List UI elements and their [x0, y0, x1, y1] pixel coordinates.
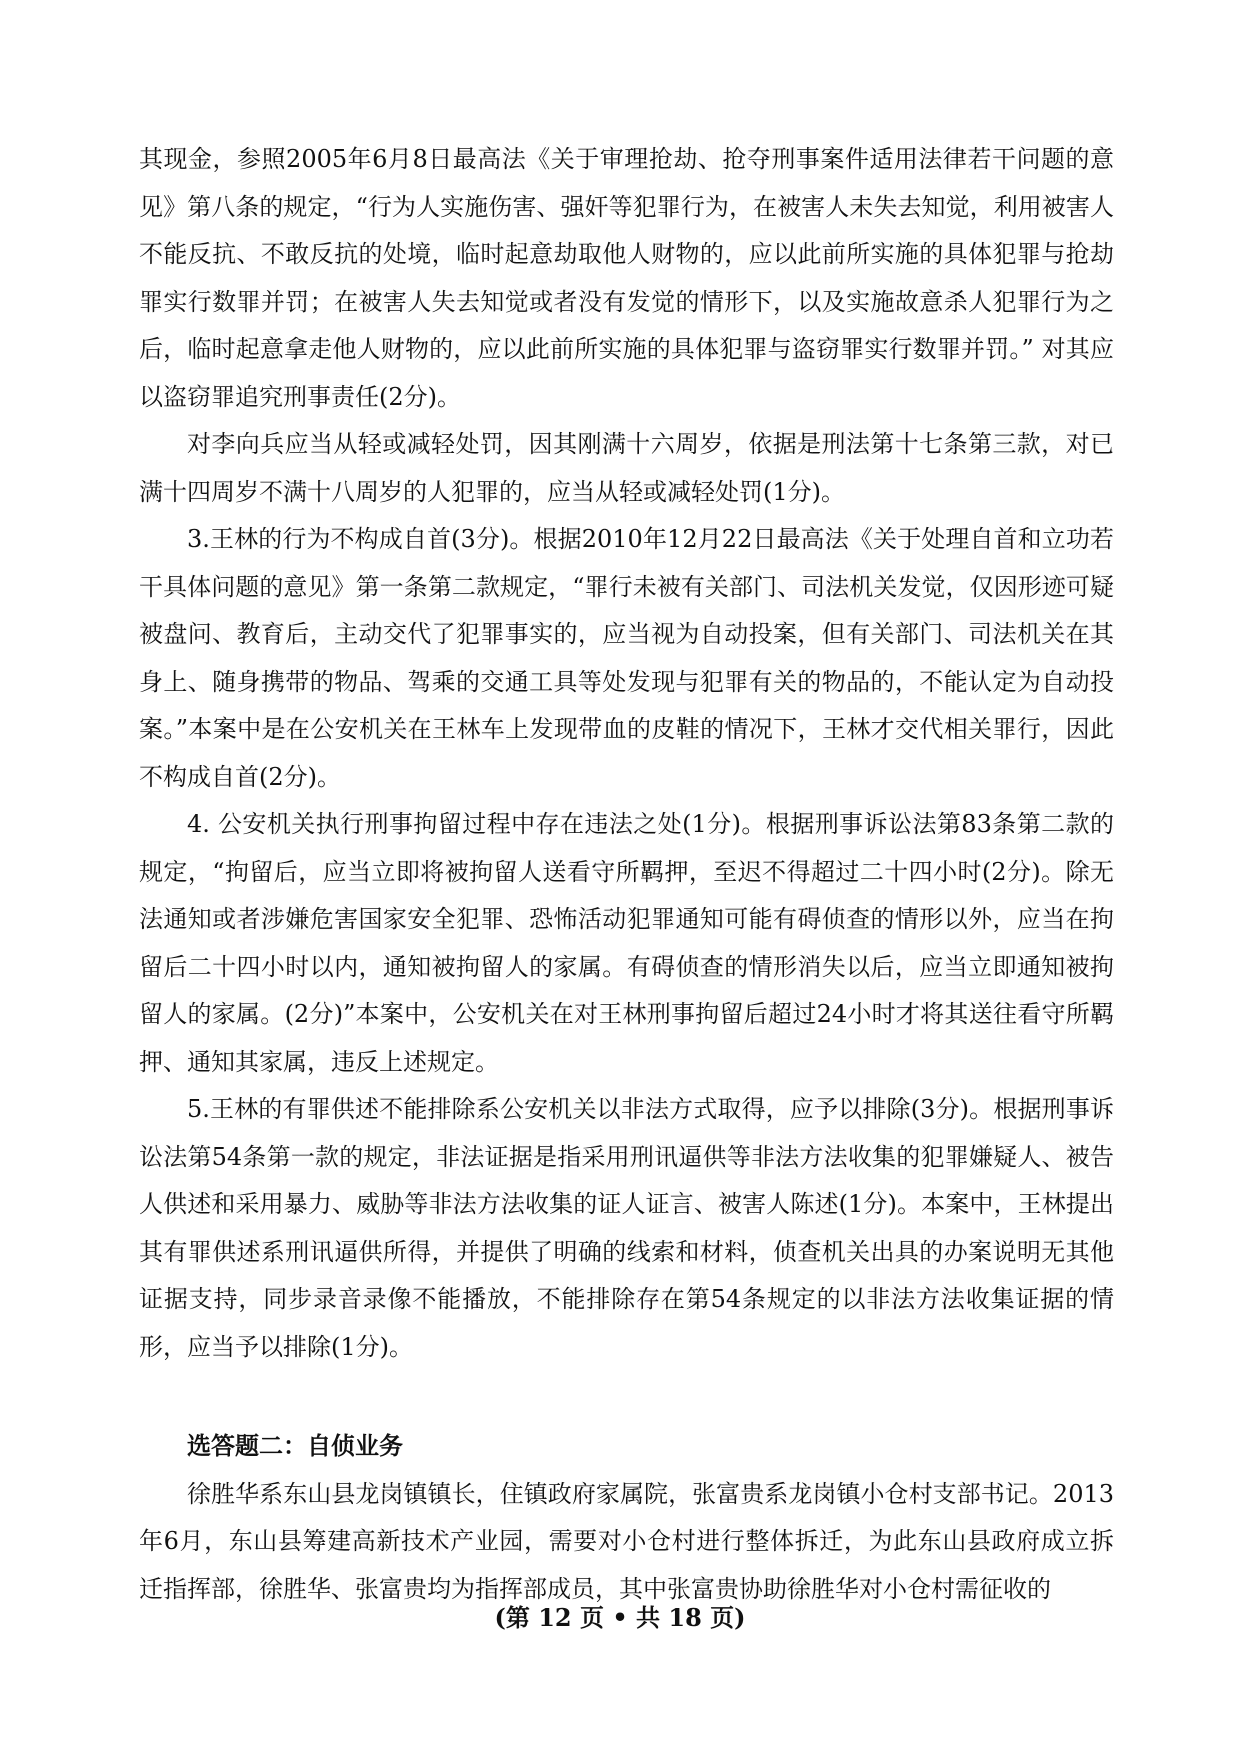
- section-spacer: [139, 1371, 1114, 1423]
- paragraph-continuation: 其现金，参照2005年6月8日最高法《关于审理抢劫、抢夺刑事案件适用法律若干问题的意见》第八条的规定，“行为人实施伤害、强奸等犯罪行为，在被害人未失去知觉，利用被害人不能反抗、不敢反抗的处境，临时起意劫取他人财物的，应以此前所实施的具体犯罪与抢劫罪实行数罪并罚；在被害人失去知觉或者没有发觉的情形下，以及实施故意杀人犯罪行为之后，临时起意拿走他人财物的，应以此前所实施的具体犯罪与盗窃罪实行数罪并罚。” 对其应以盗窃罪追究刑事责任(2分)。: [139, 145, 1114, 411]
- paragraph-case-intro: 徐胜华系东山县龙岗镇镇长，住镇政府家属院，张富贵系龙岗镇小仓村支部书记。2013年6月，东山县筹建高新技术产业园，需要对小仓村进行整体拆迁，为此东山县政府成立拆迁指挥部，徐胜华、张富贵均为指挥部成员，其中张富贵协助徐胜华对小仓村需征收的: [139, 1479, 1114, 1603]
- page-number-footer: (第 12 页 • 共 18 页): [494, 1603, 746, 1632]
- section-heading: 选答题二：自侦业务: [187, 1432, 403, 1460]
- paragraph-li-xiangbing: 对李向兵应当从轻或减轻处罚，因其刚满十六周岁，依据是刑法第十七条第三款，对已满十四周岁不满十八周岁的人犯罪的，应当从轻或减轻处罚(1分)。: [139, 430, 1114, 506]
- paragraph-answer-3: 3.王林的行为不构成自首(3分)。根据2010年12月22日最高法《关于处理自首和立功若干具体问题的意见》第一条第二款规定，“罪行未被有关部门、司法机关发觉，仅因形迹可疑被盘问、教育后，主动交代了犯罪事实的，应当视为自动投案，但有关部门、司法机关在其身上、随身携带的物品、驾乘的交通工具等处发现与犯罪有关的物品的，不能认定为自动投案。”本案中是在公安机关在王林车上发现带血的皮鞋的情况下，王林才交代相关罪行，因此不构成自首(2分)。: [139, 525, 1114, 791]
- page-body: [139, 136, 1114, 1613]
- paragraph-answer-4: 4. 公安机关执行刑事拘留过程中存在违法之处(1分)。根据刑事诉讼法第83条第二款的规定，“拘留后，应当立即将被拘留人送看守所羁押，至迟不得超过二十四小时(2分)。除无法通知或者涉嫌危害国家安全犯罪、恐怖活动犯罪通知可能有碍侦查的情形以外，应当在拘留后二十四小时以内，通知被拘留人的家属。有碍侦查的情形消失以后，应当立即通知被拘留人的家属。(2分)”本案中，公安机关在对王林刑事拘留后超过24小时才将其送往看守所羁押、通知其家属，违反上述规定。: [139, 810, 1114, 1076]
- paragraph-answer-5: 5.王林的有罪供述不能排除系公安机关以非法方式取得，应予以排除(3分)。根据刑事诉讼法第54条第一款的规定，非法证据是指采用刑讯逼供等非法方法收集的犯罪嫌疑人、被告人供述和采用暴力、威胁等非法方法收集的证人证言、被害人陈述(1分)。本案中，王林提出其有罪供述系刑讯逼供所得，并提供了明确的线索和材料，侦查机关出具的办案说明无其他证据支持，同步录音录像不能播放，不能排除存在第54条规定的以非法方法收集证据的情形，应当予以排除(1分)。: [139, 1095, 1114, 1361]
